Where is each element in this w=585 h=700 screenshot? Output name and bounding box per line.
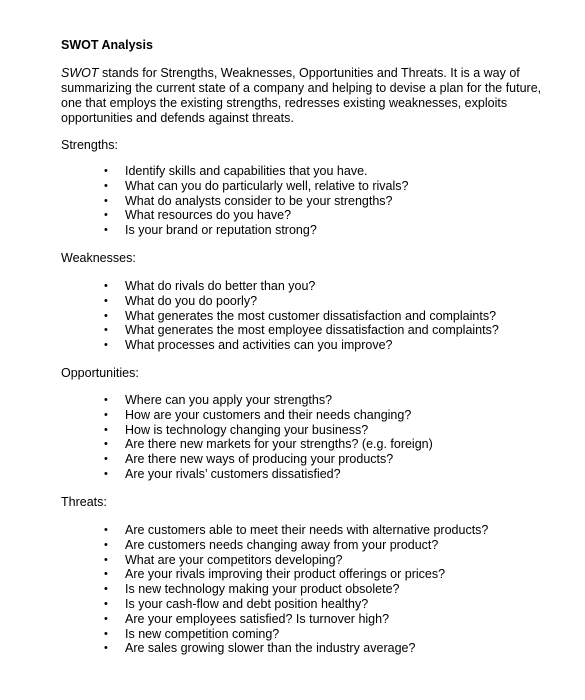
bullet-icon: • [104,194,108,207]
bullet-icon: • [104,612,108,625]
weaknesses-list [61,279,499,353]
list-item: • Where can you apply your strengths? [104,393,333,407]
bullet-icon: • [104,408,108,421]
section-heading-opportunities: Opportunities: [61,366,139,380]
list-item: • Is your brand or reputation strong? [104,223,317,238]
bullet-icon: • [104,209,108,222]
list-item: • Are there new markets for your strengths? (e.g. foreign) [104,437,433,452]
list-item: • Are customers able to meet their needs with alternative products? [104,523,489,537]
bullet-icon: • [104,597,108,610]
bullet-icon: • [104,165,108,177]
bullet-icon: • [104,294,108,307]
list-item: • What do rivals do better than you? [104,279,316,293]
list-item: • What generates the most employee dissatisfaction and complaints? [104,323,499,338]
list-item: • What do you do poorly? [104,293,258,308]
intro-line-2: summarizing the current state of a company and helping to devise a plan for the future, [61,81,542,95]
list-item: • Are sales growing slower than the industry average? [104,641,416,656]
bullet-icon: • [104,524,108,536]
strengths-list [61,164,408,238]
list-item: • Are your rivals improving their product offerings or prices? [104,567,446,582]
section-heading-weaknesses: Weaknesses: [61,251,136,265]
bullet-icon: • [104,538,108,551]
bullet-icon: • [104,423,108,436]
list-item: • Identify skills and capabilities that you have. [104,164,368,178]
list-item: • What processes and activities can you improve? [104,338,393,353]
intro-italic-term: SWOT [61,66,99,80]
intro-line-4: opportunities and defends against threats. [61,111,294,125]
threats-list [61,523,488,656]
list-item: • What do analysts consider to be your strengths? [104,193,393,208]
list-item: • What resources do you have? [104,208,292,223]
bullet-icon: • [104,583,108,596]
list-item: • Are your employees satisfied? Is turnover high? [104,611,390,626]
opportunities-list [61,393,433,482]
list-item: • How is technology changing your business? [104,422,369,437]
list-item: • Is your cash-flow and debt position healthy? [104,596,369,611]
intro-line-1-text: stands for Strengths, Weaknesses, Opportunities and Threats. It is a way of [98,66,520,80]
section-heading-strengths: Strengths: [61,138,118,152]
bullet-icon: • [104,467,108,480]
document-title: SWOT Analysis [61,38,153,52]
list-item: • Are customers needs changing away from your product? [104,537,439,552]
list-item: • What generates the most customer dissatisfaction and complaints? [104,308,497,323]
list-item: • Are your rivals’ customers dissatisfied? [104,466,341,481]
list-item: • What can you do particularly well, relative to rivals? [104,178,409,193]
bullet-icon: • [104,438,108,451]
bullet-icon: • [104,553,108,566]
bullet-icon: • [104,568,108,581]
bullet-icon: • [104,339,108,352]
bullet-icon: • [104,453,108,466]
list-item: • Is new competition coming? [104,626,280,641]
bullet-icon: • [104,179,108,192]
bullet-icon: • [104,627,108,640]
list-item: • Is new technology making your product obsolete? [104,582,400,597]
intro-line-1 [61,66,566,81]
intro-paragraph [61,66,566,126]
list-item: • What are your competitors developing? [104,552,343,567]
bullet-icon: • [104,309,108,322]
bullet-icon: • [104,324,108,337]
list-item: • Are there new ways of producing your products? [104,452,394,467]
bullet-icon: • [104,642,108,655]
bullet-icon: • [104,224,108,237]
bullet-icon: • [104,280,108,292]
bullet-icon: • [104,394,108,406]
intro-line-3: one that employs the existing strengths, redresses existing weaknesses, exploits [61,96,508,110]
list-item: • How are your customers and their needs changing? [104,407,412,422]
section-heading-threats: Threats: [61,495,107,509]
